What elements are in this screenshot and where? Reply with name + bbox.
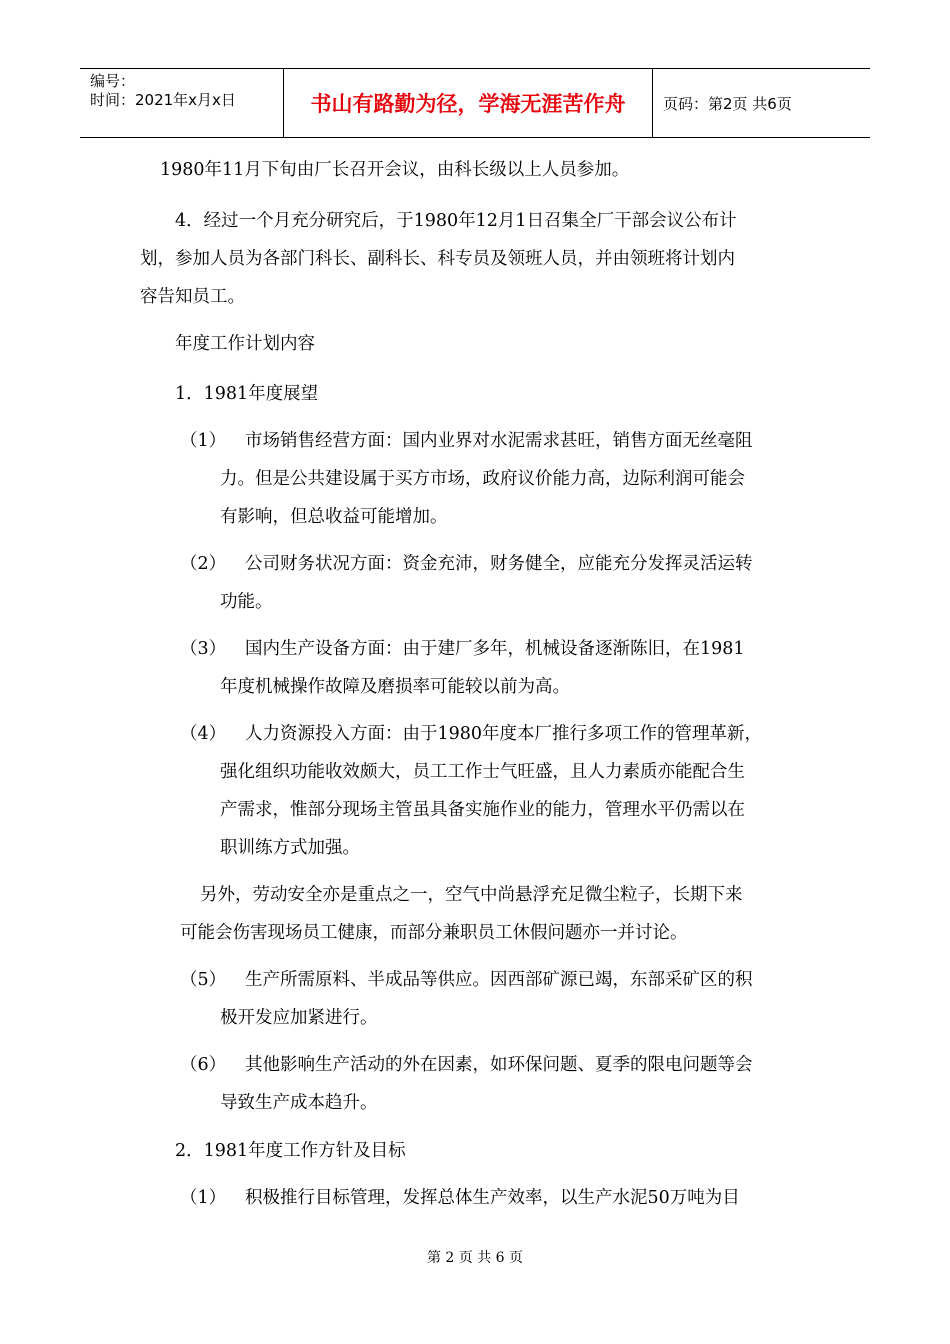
- section-heading: 年度工作计划内容: [175, 334, 315, 354]
- document-number-label: 编号：: [90, 72, 136, 90]
- paragraph-line: 4．经过一个月充分研究后，于1980年12月1日召集全厂干部会议公布计: [175, 211, 737, 231]
- list-item-line: 其他影响生产活动的外在因素，如环保问题、夏季的限电问题等会: [245, 1055, 753, 1075]
- document-date-label: 时间：2021年x月x日: [90, 91, 236, 109]
- section-heading: 2．1981年度工作方针及目标: [175, 1141, 406, 1161]
- list-item-line: 功能。: [220, 592, 273, 612]
- list-item-line: 人力资源投入方面：由于1980年度本厂推行多项工作的管理革新，: [245, 724, 763, 744]
- list-item-line: 市场销售经营方面：国内业界对水泥需求甚旺，销售方面无丝毫阻: [245, 431, 753, 451]
- list-number: （5）: [180, 970, 227, 990]
- list-number: （2）: [180, 554, 227, 574]
- list-item-line: 有影响，但总收益可能增加。: [220, 507, 448, 527]
- list-number: （6）: [180, 1055, 227, 1075]
- paragraph-line: 容告知员工。: [140, 287, 245, 307]
- list-number: （1）: [180, 431, 227, 451]
- paragraph-line: 另外，劳动安全亦是重点之一，空气中尚悬浮充足微尘粒子，长期下来: [200, 885, 743, 905]
- paragraph-line: 可能会伤害现场员工健康，而部分兼职员工休假问题亦一并讨论。: [180, 923, 688, 943]
- header-meta: [80, 69, 283, 137]
- document-header: [80, 68, 870, 138]
- header-motto: 书山有路勤为径，学海无涯苦作舟: [283, 69, 653, 137]
- list-item-line: 国内生产设备方面：由于建厂多年，机械设备逐渐陈旧，在1981: [245, 639, 745, 659]
- paragraph-line: 划，参加人员为各部门科长、副科长、科专员及领班人员，并由领班将计划内: [140, 249, 735, 269]
- paragraph-line: 1980年11月下旬由厂长召开会议，由科长级以上人员参加。: [160, 160, 630, 180]
- list-item-line: 产需求，惟部分现场主管虽具备实施作业的能力，管理水平仍需以在: [220, 800, 745, 820]
- list-item-line: 职训练方式加强。: [220, 838, 360, 858]
- list-item-line: 极开发应加紧进行。: [220, 1008, 378, 1028]
- list-number: （3）: [180, 639, 227, 659]
- list-item-line: 导致生产成本趋升。: [220, 1093, 378, 1113]
- section-heading: 1．1981年度展望: [175, 384, 319, 404]
- list-item-line: 强化组织功能收效颇大，员工工作士气旺盛，且人力素质亦能配合生: [220, 762, 745, 782]
- list-number: （1）: [180, 1188, 227, 1208]
- header-page-number: 页码：第2页 共6页: [663, 94, 792, 113]
- list-item-line: 生产所需原料、半成品等供应。因西部矿源已竭，东部采矿区的积: [245, 970, 753, 990]
- list-item-line: 年度机械操作故障及磨损率可能较以前为高。: [220, 677, 570, 697]
- list-number: （4）: [180, 724, 227, 744]
- list-item-line: 力。但是公共建设属于买方市场，政府议价能力高，边际利润可能会: [220, 469, 745, 489]
- list-item-line: 积极推行目标管理，发挥总体生产效率，以生产水泥50万吨为目: [245, 1188, 740, 1208]
- page-footer: 第 2 页 共 6 页: [426, 1250, 524, 1266]
- list-item-line: 公司财务状况方面：资金充沛，财务健全，应能充分发挥灵活运转: [245, 554, 753, 574]
